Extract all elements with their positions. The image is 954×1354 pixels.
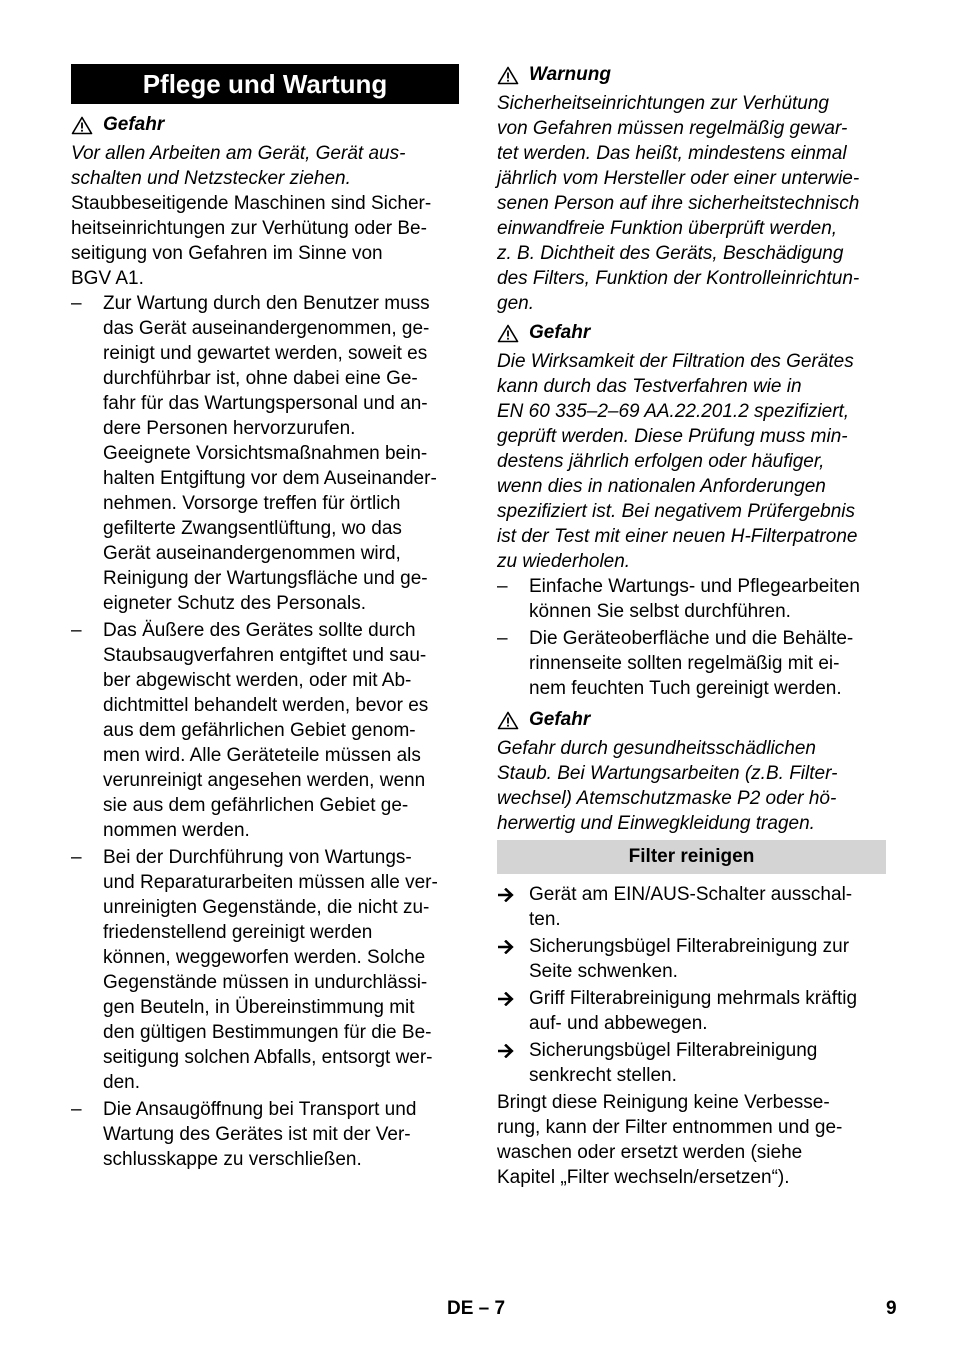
text-line: das Gerät auseinandergenommen, ge-	[103, 318, 430, 339]
text-line: Kapitel „Filter wechseln/ersetzen“).	[497, 1167, 790, 1188]
danger-label: Gefahr	[103, 114, 165, 135]
warning-triangle-icon	[497, 711, 519, 730]
text-line: einwandfreie Funktion überprüft werden,	[497, 218, 838, 239]
text-line: schalten und Netzstecker ziehen.	[71, 168, 351, 189]
text-line: Die Wirksamkeit der Filtration des Gerätes	[497, 351, 854, 372]
subheading: Filter reinigen	[497, 840, 886, 874]
text-line: herwertig und Einwegkleidung tragen.	[497, 813, 815, 834]
text-line: reinigt und gewartet werden, soweit es	[103, 343, 428, 364]
text-line: Bringt diese Reinigung keine Verbesse-	[497, 1092, 830, 1113]
text-line: Reinigung der Wartungsfläche und ge-	[103, 568, 428, 589]
text-line: nommen werden.	[103, 820, 250, 841]
text-line: friedenstellend gereinigt werden	[103, 922, 373, 943]
intro-paragraph	[71, 191, 459, 291]
text-line: gen.	[497, 293, 534, 314]
text-line: nem feuchten Tuch gereinigt werden.	[529, 678, 842, 699]
text-line: Sicherheitseinrichtungen zur Verhütung	[497, 93, 829, 114]
list-item	[71, 845, 459, 1095]
arrow-right-icon	[498, 992, 514, 1006]
text-line: dichtmittel behandelt werden, bevor es	[103, 695, 429, 716]
text-line: können, weggeworfen werden. Solche	[103, 947, 426, 968]
text-line: Bei der Durchführung von Wartungs-	[103, 847, 412, 868]
text-line: eigneter Schutz des Personals.	[103, 593, 366, 614]
text-line: men wird. Alle Geräteteile müssen als	[103, 745, 421, 766]
dash-bullet: –	[497, 628, 508, 649]
warning-triangle-icon	[71, 116, 93, 135]
right-column	[497, 62, 886, 1190]
text-line: gefilterte Zwangsentlüftung, wo das	[103, 518, 402, 539]
text-line: heitseinrichtungen zur Verhütung oder Be-	[71, 218, 427, 239]
text-line: gen Beuteln, in Übereinstimmung mit	[103, 997, 415, 1018]
text-line: durchführbar ist, ohne dabei eine Ge-	[103, 368, 418, 389]
text-line: z. B. Dichtheit des Geräts, Beschädigung	[497, 243, 844, 264]
danger-label: Gefahr	[529, 322, 591, 343]
arrow-right-icon	[498, 888, 514, 902]
text-line: nehmen. Vorsorge treffen für örtlich	[103, 493, 401, 514]
text-line: dere Personen hervorzurufen.	[103, 418, 356, 439]
text-line: senen Person auf ihre sicherheitstechnisch	[497, 193, 860, 214]
text-line: Staubsaugverfahren entgiftet und sau-	[103, 645, 427, 666]
text-line: verunreinigt angesehen werden, wenn	[103, 770, 426, 791]
arrow-right-icon	[498, 940, 514, 954]
text-line: ber abgewischt werden, oder mit Ab-	[103, 670, 412, 691]
dash-bullet: –	[71, 293, 82, 314]
text-line: des Filters, Funktion der Kontrolleinrichtun-	[497, 268, 860, 289]
text-line: tet werden. Das heißt, mindestens einmal	[497, 143, 847, 164]
text-line: Seite schwenken.	[529, 961, 678, 982]
text-line: geprüft werden. Diese Prüfung muss min-	[497, 426, 848, 447]
text-line: Gerät am EIN/AUS-Schalter ausschal-	[529, 884, 853, 905]
list-item	[497, 626, 886, 701]
text-line: Die Geräteoberfläche und die Behälte-	[529, 628, 854, 649]
warning-label: Warnung	[529, 64, 611, 85]
text-line: von Gefahren müssen regelmäßig gewar-	[497, 118, 848, 139]
text-line: Sicherungsbügel Filterabreinigung	[529, 1040, 818, 1061]
text-line: Einfache Wartungs- und Pflegearbeiten	[529, 576, 860, 597]
text-line: rung, kann der Filter entnommen und ge-	[497, 1117, 843, 1138]
text-line: Griff Filterabreinigung mehrmals kräftig	[529, 988, 858, 1009]
text-line: schlusskappe zu verschließen.	[103, 1149, 362, 1170]
text-line: halten Entgiftung vor dem Auseinander-	[103, 468, 437, 489]
text-line: ten.	[529, 909, 561, 930]
text-line: rinnenseite sollten regelmäßig mit ei-	[529, 653, 840, 674]
dash-bullet: –	[71, 620, 82, 641]
text-line: unreinigten Gegenstände, die nicht zu-	[103, 897, 430, 918]
text-line: Staubbeseitigende Maschinen sind Sicher-	[71, 193, 432, 214]
text-line: jährlich vom Hersteller oder einer unterwie-	[497, 168, 860, 189]
text-line: seitigung solchen Abfalls, entsorgt wer-	[103, 1047, 433, 1068]
text-line: fahr für das Wartungspersonal und an-	[103, 393, 428, 414]
text-line: destens jährlich erfolgen oder häufiger,	[497, 451, 825, 472]
text-line: Zur Wartung durch den Benutzer muss	[103, 293, 430, 314]
list-item	[71, 1097, 459, 1172]
text-line: Gefahr durch gesundheitsschädlichen	[497, 738, 816, 759]
text-line: spezifiziert ist. Bei negativem Prüfergebnis	[497, 501, 855, 522]
dash-bullet: –	[71, 1099, 82, 1120]
text-line: den gültigen Bestimmungen für die Be-	[103, 1022, 432, 1043]
footer-language-page: DE – 7	[447, 1298, 506, 1319]
left-column	[71, 62, 459, 1174]
text-line: und Reparaturarbeiten müssen alle ver-	[103, 872, 438, 893]
dash-bullet: –	[71, 847, 82, 868]
warning-triangle-icon	[497, 66, 519, 85]
text-line: BGV A1.	[71, 268, 144, 289]
step-item	[497, 986, 886, 1036]
text-line: zu wiederholen.	[497, 551, 631, 572]
step-item	[497, 882, 886, 932]
text-line: ist der Test mit einer neuen H-Filterpatrone	[497, 526, 858, 547]
text-line: auf- und abbewegen.	[529, 1013, 708, 1034]
warning-triangle-icon	[497, 324, 519, 343]
step-item	[497, 934, 886, 984]
text-line: EN 60 335–2–69 AA.22.201.2 spezifiziert,	[497, 401, 850, 422]
text-line: kann durch das Testverfahren wie in	[497, 376, 802, 397]
text-line: Geeignete Vorsichtsmaßnahmen bein-	[103, 443, 428, 464]
text-line: den.	[103, 1072, 140, 1093]
arrow-right-icon	[498, 1044, 514, 1058]
footer-page-number: 9	[886, 1298, 897, 1319]
section-title: Pflege und Wartung	[71, 64, 459, 104]
text-line: aus dem gefährlichen Gebiet genom-	[103, 720, 416, 741]
warning-text	[497, 91, 886, 316]
danger-text	[497, 736, 886, 836]
text-line: Vor allen Arbeiten am Gerät, Gerät aus-	[71, 143, 406, 164]
text-line: Die Ansaugöffnung bei Transport und	[103, 1099, 417, 1120]
text-line: wechsel) Atemschutzmaske P2 oder hö-	[497, 788, 837, 809]
list-item	[497, 574, 886, 624]
danger-heading	[497, 707, 886, 733]
danger-text	[497, 349, 886, 574]
dash-bullet: –	[497, 576, 508, 597]
text-line: senkrecht stellen.	[529, 1065, 677, 1086]
list-item	[71, 291, 459, 616]
danger-heading	[497, 320, 886, 346]
warning-heading	[497, 62, 886, 88]
text-line: wenn dies in nationalen Anforderungen	[497, 476, 826, 497]
text-line: waschen oder ersetzt werden (siehe	[497, 1142, 803, 1163]
text-line: Gegenstände müssen in undurchlässi-	[103, 972, 428, 993]
text-line: sie aus dem gefährlichen Gebiet ge-	[103, 795, 409, 816]
danger-text	[71, 141, 459, 191]
text-line: Sicherungsbügel Filterabreinigung zur	[529, 936, 850, 957]
closing-paragraph	[497, 1090, 886, 1190]
step-item	[497, 1038, 886, 1088]
text-line: Wartung des Gerätes ist mit der Ver-	[103, 1124, 411, 1145]
text-line: Das Äußere des Gerätes sollte durch	[103, 620, 416, 641]
text-line: Staub. Bei Wartungsarbeiten (z.B. Filter-	[497, 763, 838, 784]
list-item	[71, 618, 459, 843]
text-line: seitigung von Gefahren im Sinne von	[71, 243, 383, 264]
danger-label: Gefahr	[529, 709, 591, 730]
text-line: können Sie selbst durchführen.	[529, 601, 791, 622]
text-line: Gerät auseinandergenommen wird,	[103, 543, 401, 564]
danger-heading	[71, 112, 459, 138]
